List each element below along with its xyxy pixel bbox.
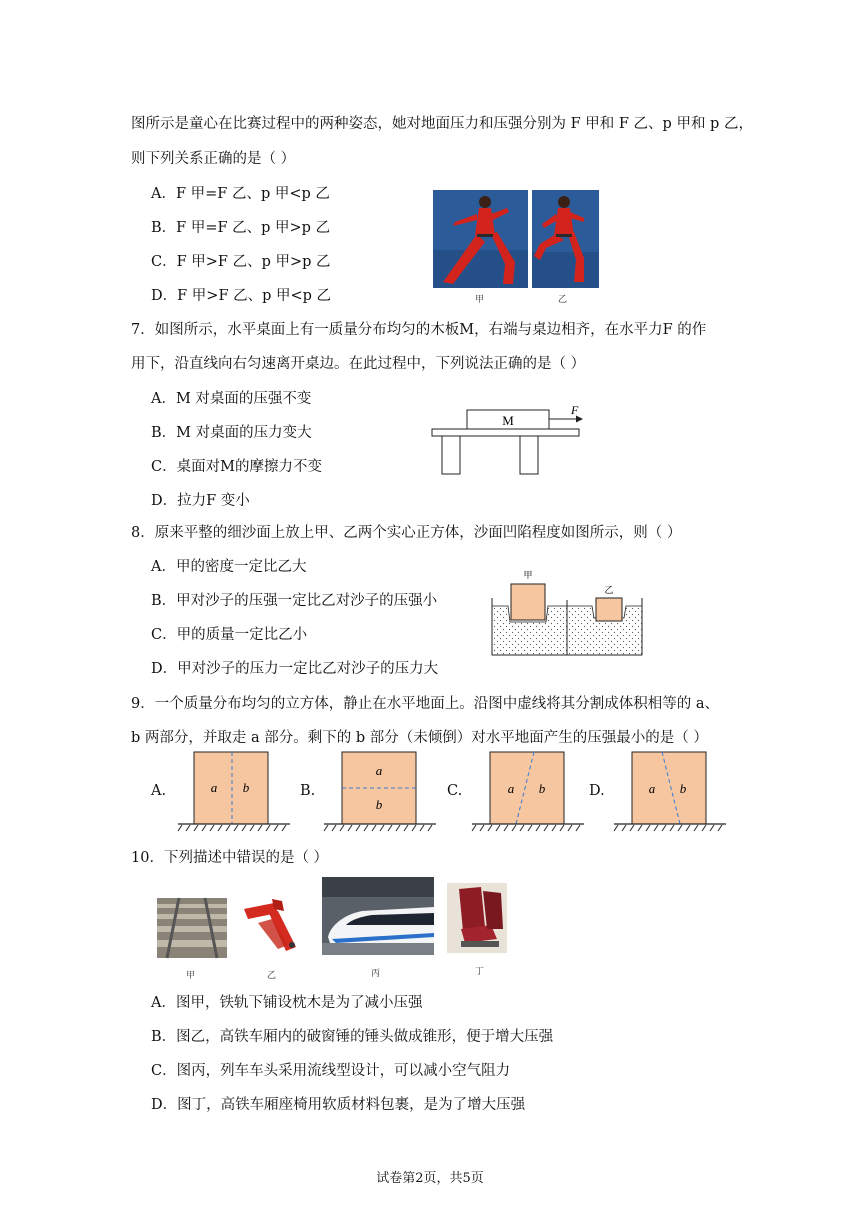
svg-text:b: b [538,781,546,796]
q6-photo-jia [433,190,528,288]
q8-label-jia: 甲 [523,571,533,581]
svg-text:b: b [242,780,250,795]
q8-option-c[interactable]: C．甲的质量一定比乙小 [151,627,308,643]
q6-stem-line1: 图所示是童心在比赛过程中的两种姿态，她对地面压力和压强分别为 F 甲和 F 乙、p 甲和 p 乙， [131,116,753,132]
q7-option-c[interactable]: C．桌面对M的摩擦力不变 [151,459,322,475]
q7-stem-line1: 7．如图所示，水平桌面上有一质量分布均匀的木板M，右端与桌边相齐，在水平力F 的作 [131,322,707,338]
svg-text:b: b [375,797,383,812]
q10-option-a[interactable]: A．图甲，铁轨下铺设枕木是为了减小压强 [151,995,423,1011]
q7-table-diagram [430,402,590,477]
q6-stem-line2: 则下列关系正确的是（ ） [131,151,296,167]
q10-caption-yi: 乙 [267,971,277,981]
svg-text:b: b [679,781,687,796]
q6-caption-yi: 乙 [558,295,568,305]
q9-option-a-letter[interactable]: A. [151,783,167,799]
q10-option-d[interactable]: D．图丁，高铁车厢座椅用软质材料包裹，是为了增大压强 [151,1097,526,1113]
q10-caption-bing: 丙 [371,969,381,979]
q10-photo-seat [447,883,507,953]
q7-option-a[interactable]: A．M 对桌面的压强不变 [151,391,312,407]
q10-option-c[interactable]: C．图丙，列车车头采用流线型设计，可以减小空气阻力 [151,1063,511,1079]
q10-caption-jia: 甲 [186,971,196,981]
q7-option-d[interactable]: D．拉力F 变小 [151,493,250,509]
q7-label-f: F [571,403,579,417]
q10-caption-ding: 丁 [475,967,485,977]
q9-option-d-letter[interactable]: D. [589,783,605,799]
q9-cube-a[interactable] [176,750,292,832]
q6-photo-yi [532,190,599,288]
svg-text:a: a [375,763,383,778]
q7-table-leg-left [442,436,460,474]
q7-table-leg-right [520,436,538,474]
q7-label-m: M [502,413,514,428]
q9-stem-line1: 9．一个质量分布均匀的立方体，静止在水平地面上。沿图中虚线将其分割成体积相等的 a、 [131,696,719,712]
q8-cube-jia [511,584,545,620]
q6-option-c[interactable]: C．F 甲>F 乙、p 甲>p 乙 [151,254,331,270]
q8-stem-line1: 8．原来平整的细沙面上放上甲、乙两个实心正方体，沙面凹陷程度如图所示，则（ ） [131,525,682,541]
q10-photo-railway [157,898,227,958]
page-footer: 试卷第2页，共5页 [376,1171,484,1186]
q9-stem-line2: b 两部分，并取走 a 部分。剩下的 b 部分（未倾倒）对水平地面产生的压强最小的是（ ） [131,730,708,746]
q8-label-yi: 乙 [604,586,614,596]
svg-text:a: a [507,781,515,796]
q8-cube-yi [596,598,622,621]
q7-stem-line2: 用下，沿直线向右匀速离开桌边。在此过程中，下列说法正确的是（ ） [131,356,586,372]
q7-option-b[interactable]: B．M 对桌面的压力变大 [151,425,312,441]
q10-photo-hammer [238,895,310,957]
q9-cube-c[interactable] [470,750,586,832]
svg-text:a: a [210,780,218,795]
q8-option-a[interactable]: A．甲的密度一定比乙大 [151,559,307,575]
q6-caption-jia: 甲 [475,295,485,305]
svg-text:a: a [648,781,656,796]
q9-cube-b[interactable] [322,750,438,832]
q10-option-b[interactable]: B．图乙，高铁车厢内的破窗锤的锤头做成锥形，便于增大压强 [151,1029,554,1045]
q8-option-d[interactable]: D．甲对沙子的压力一定比乙对沙子的压力大 [151,661,439,677]
q6-option-d[interactable]: D．F 甲>F 乙、p 甲<p 乙 [151,288,332,304]
q7-table-top [432,429,579,436]
q9-option-b-letter[interactable]: B. [300,783,316,799]
q9-option-c-letter[interactable]: C. [447,783,463,799]
q10-photo-train [322,877,434,955]
q8-option-b[interactable]: B．甲对沙子的压强一定比乙对沙子的压强小 [151,593,438,609]
q10-stem-line1: 10．下列描述中错误的是（ ） [131,850,329,866]
q6-option-b[interactable]: B．F 甲=F 乙、p 甲>p 乙 [151,220,331,236]
q6-option-a[interactable]: A．F 甲=F 乙、p 甲<p 乙 [151,186,330,202]
q9-cube-d[interactable] [612,750,728,832]
q8-sand-diagram [490,568,645,660]
